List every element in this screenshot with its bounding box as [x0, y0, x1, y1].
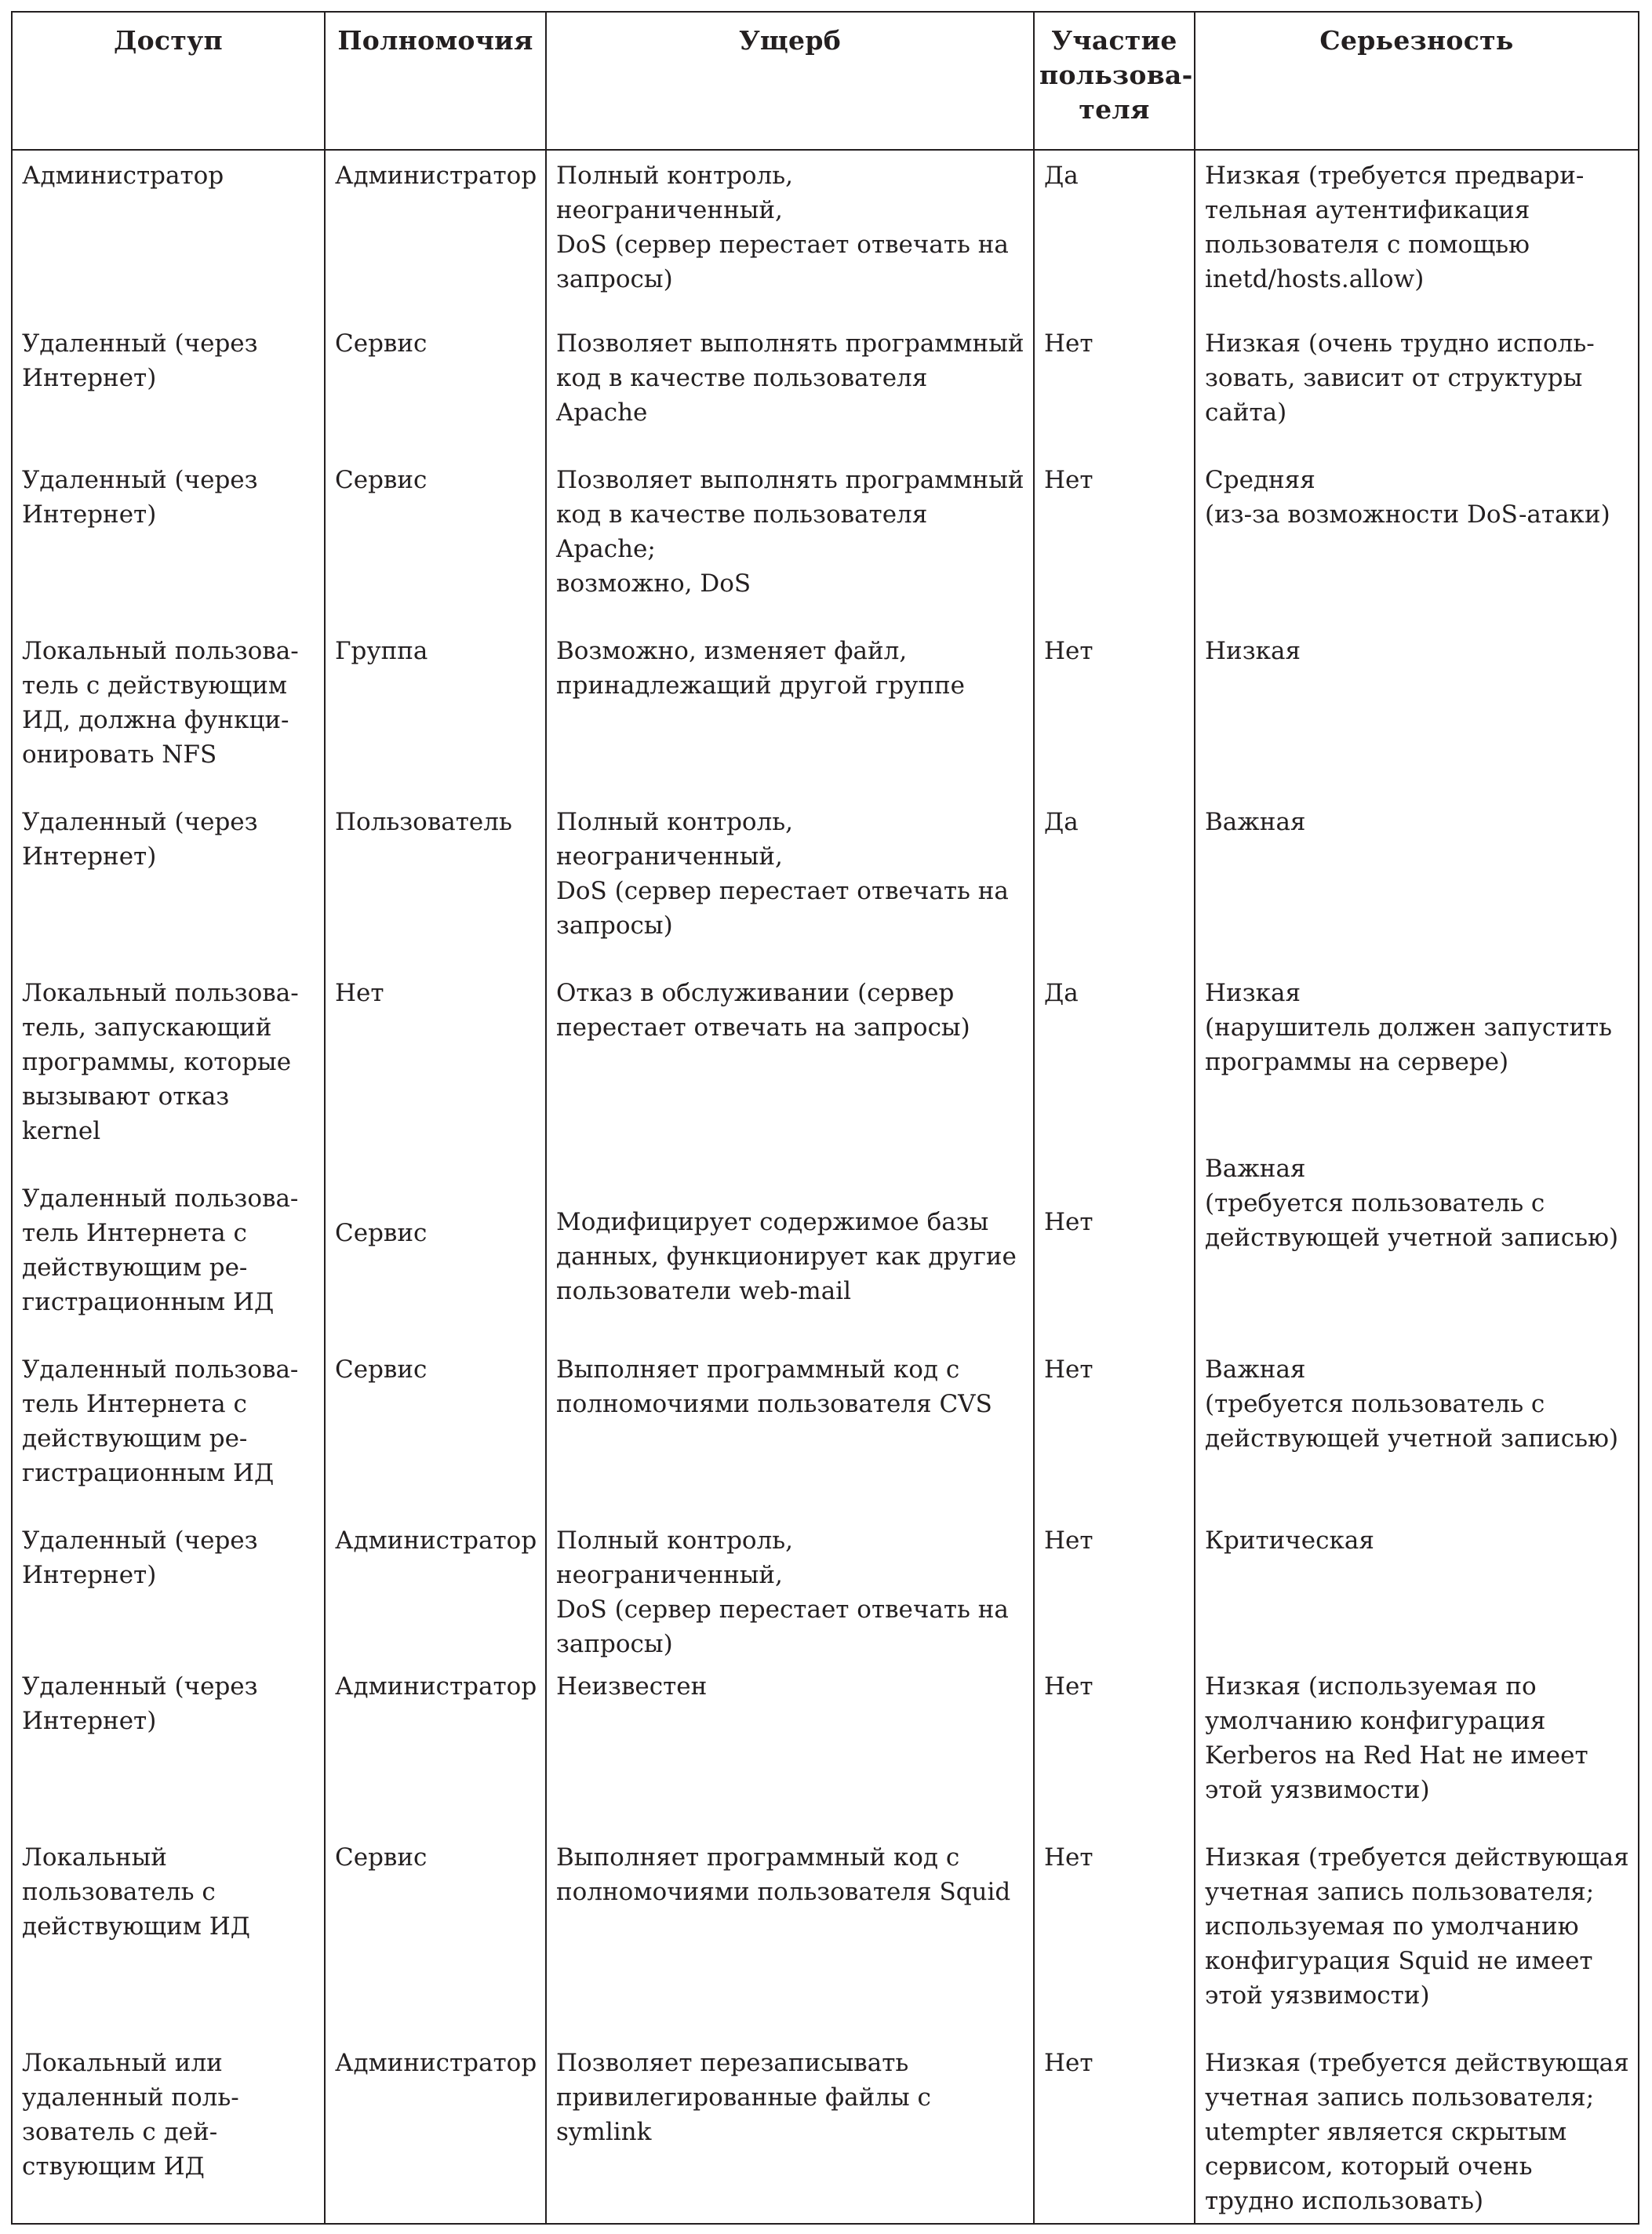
header-row — [12, 12, 1639, 150]
cell-user-participation: Нет — [1034, 455, 1195, 626]
cell-severity: Низкая (нарушитель должен запустить программы на сервере) — [1195, 968, 1639, 1173]
cell-access: Администратор — [12, 150, 325, 318]
cell-damage-text: Модифицирует содержимое базы данных, функционирует как другие пользователи web-mail — [556, 1208, 1017, 1305]
cell-permissions: Сервис — [325, 1344, 546, 1515]
cell-user-participation-text: Нет — [1044, 1208, 1093, 1236]
header-damage: Ущерб — [546, 12, 1034, 150]
table-row — [12, 1661, 1639, 1832]
cell-severity: Средняя (из-за возможности DoS-атаки) — [1195, 455, 1639, 626]
header-permissions: Полномочия — [325, 12, 546, 150]
cell-severity: Низкая (очень трудно исполь- зовать, зависит от структуры сайта) — [1195, 318, 1639, 455]
cell-permissions: Администратор — [325, 1515, 546, 1661]
cell-user-participation: Нет — [1034, 1344, 1195, 1515]
header-user-participation: Участие пользова- теля — [1034, 12, 1195, 150]
cell-user-participation: Да — [1034, 150, 1195, 318]
cell-damage: Выполняет программный код с полномочиями пользователя Squid — [546, 1832, 1034, 2038]
cell-damage: Позволяет выполнять программный код в качестве пользователя Apache — [546, 318, 1034, 455]
cell-damage: Возможно, изменяет файл, принадлежащий другой группе — [546, 626, 1034, 797]
cell-access: Удаленный (через Интернет) — [12, 318, 325, 455]
cell-user-participation — [1034, 1173, 1195, 1344]
cell-damage: Выполняет программный код с полномочиями пользователя CVS — [546, 1344, 1034, 1515]
cell-severity: Низкая — [1195, 626, 1639, 797]
header-access: Доступ — [12, 12, 325, 150]
cell-access: Удаленный (через Интернет) — [12, 455, 325, 626]
table-row — [12, 1173, 1639, 1344]
cell-permissions: Пользователь — [325, 797, 546, 968]
table-row — [12, 797, 1639, 968]
cell-permissions: Администратор — [325, 150, 546, 318]
cell-access: Удаленный (через Интернет) — [12, 1661, 325, 1832]
cell-user-participation: Нет — [1034, 2038, 1195, 2224]
table-row — [12, 626, 1639, 797]
cell-user-participation: Нет — [1034, 1832, 1195, 2038]
cell-access: Локальный или удаленный поль- зователь с дей- ствующим ИД — [12, 2038, 325, 2224]
cell-damage: Неизвестен — [546, 1661, 1034, 1832]
vulnerability-table — [11, 11, 1639, 2225]
cell-access: Локальный пользова- тель с действующим ИД, должна функци- онировать NFS — [12, 626, 325, 797]
table-row — [12, 968, 1639, 1173]
cell-permissions: Администратор — [325, 1661, 546, 1832]
cell-damage — [546, 1173, 1034, 1344]
cell-severity: Низкая (требуется действующая учетная запись пользователя; используемая по умолчанию конфигурация Squid не имеет этой уязвимости) — [1195, 1832, 1639, 2038]
cell-severity: Низкая (требуется предвари- тельная аутентификация пользователя с помощью inetd/hosts.allow) — [1195, 150, 1639, 318]
cell-severity: Низкая (используемая по умолчанию конфигурация Kerberos на Red Hat не имеет этой уязвимости) — [1195, 1661, 1639, 1832]
cell-permissions: Администратор — [325, 2038, 546, 2224]
cell-access: Локальный пользователь с действующим ИД — [12, 1832, 325, 2038]
header-severity: Серьезность — [1195, 12, 1639, 150]
cell-severity — [1195, 1155, 1639, 1344]
cell-user-participation: Нет — [1034, 1661, 1195, 1832]
table-row — [12, 455, 1639, 626]
table-row — [12, 1515, 1639, 1661]
cell-user-participation: Нет — [1034, 1515, 1195, 1661]
table-row — [12, 150, 1639, 318]
cell-permissions: Сервис — [325, 318, 546, 455]
table-body — [12, 150, 1639, 2224]
cell-damage: Полный контроль, неограниченный, DoS (сервер перестает отвечать на запросы) — [546, 150, 1034, 318]
cell-severity: Критическая — [1195, 1515, 1639, 1661]
cell-damage: Позволяет перезаписывать привилегированные файлы с symlink — [546, 2038, 1034, 2224]
cell-user-participation: Да — [1034, 968, 1195, 1173]
cell-damage: Полный контроль, неограниченный, DoS (сервер перестает отвечать на запросы) — [546, 797, 1034, 968]
cell-permissions — [325, 1173, 546, 1344]
cell-permissions: Группа — [325, 626, 546, 797]
cell-user-participation: Да — [1034, 797, 1195, 968]
table-row — [12, 1344, 1639, 1515]
cell-severity: Важная (требуется пользователь с действующей учетной записью) — [1195, 1344, 1639, 1515]
cell-permissions: Сервис — [325, 455, 546, 626]
cell-severity: Важная — [1195, 797, 1639, 968]
cell-user-participation: Нет — [1034, 626, 1195, 797]
cell-severity-text: Важная (требуется пользователь с действующей учетной записью) — [1205, 1155, 1619, 1252]
cell-permissions: Сервис — [325, 1832, 546, 2038]
cell-severity: Низкая (требуется действующая учетная запись пользователя; utempter является скрытым сервисом, который очень трудно использовать) — [1195, 2038, 1639, 2224]
cell-access: Удаленный (через Интернет) — [12, 797, 325, 968]
cell-access: Локальный пользова- тель, запускающий программы, которые вызывают отказ kernel — [12, 968, 325, 1173]
table-row — [12, 2038, 1639, 2224]
cell-damage: Полный контроль, неограниченный, DoS (сервер перестает отвечать на запросы) — [546, 1515, 1034, 1661]
cell-user-participation: Нет — [1034, 318, 1195, 455]
cell-permissions: Нет — [325, 968, 546, 1173]
cell-permissions-text: Сервис — [335, 1219, 428, 1247]
table-row — [12, 1832, 1639, 2038]
cell-access: Удаленный (через Интернет) — [12, 1515, 325, 1661]
table-header — [12, 12, 1639, 150]
table-row — [12, 318, 1639, 455]
cell-damage: Отказ в обслуживании (сервер перестает отвечать на запросы) — [546, 968, 1034, 1173]
cell-access: Удаленный пользова- тель Интернета с действующим ре- гистрационным ИД — [12, 1173, 325, 1344]
cell-damage: Позволяет выполнять программный код в качестве пользователя Apache; возможно, DoS — [546, 455, 1034, 626]
cell-access: Удаленный пользова- тель Интернета с действующим ре- гистрационным ИД — [12, 1344, 325, 1515]
